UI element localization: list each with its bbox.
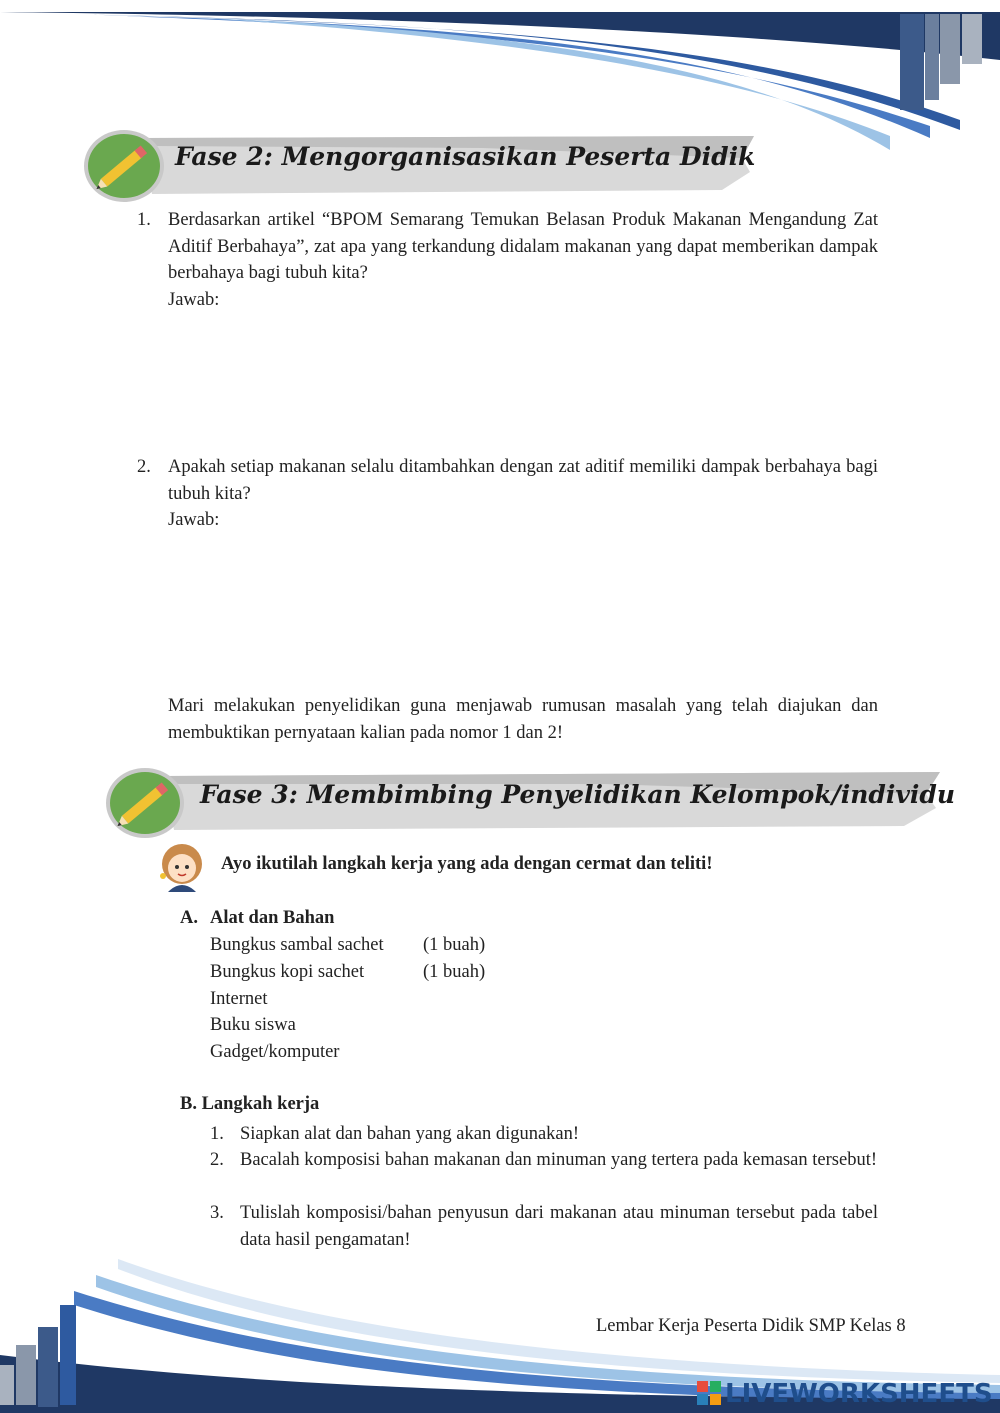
- material-qty: (1 buah): [423, 961, 486, 982]
- step-2: [240, 1147, 878, 1174]
- fase3-title: Fase 3: Membimbing Penyelidikan Kelompok/individu: [200, 780, 956, 809]
- question-2-text: Apakah setiap makanan selalu ditambahkan dengan zat aditif memiliki dampak berbahaya bagi tubuh kita?: [168, 457, 878, 504]
- liveworksheets-logo: [697, 1379, 993, 1407]
- material-name: Bungkus sambal sachet: [210, 935, 384, 955]
- student-avatar-icon: [155, 840, 207, 894]
- question-2-number: 2.: [137, 457, 151, 477]
- section-a-label: A.: [180, 908, 198, 928]
- material-name: Buku siswa: [210, 1015, 296, 1036]
- step-3-text: Tulislah komposisi/bahan penyusun dari makanan atau minuman tersebut pada tabel data hasil pengamatan!: [240, 1203, 878, 1250]
- material-name: Bungkus kopi sachet: [210, 961, 365, 982]
- list-item: [210, 959, 630, 986]
- materials-list: [210, 932, 630, 1066]
- step-3-number: 3.: [210, 1203, 224, 1223]
- footer-text: Lembar Kerja Peserta Didik SMP Kelas 8: [596, 1316, 906, 1336]
- question-1-answer-label: Jawab:: [168, 289, 220, 310]
- question-2: [168, 454, 878, 534]
- liveworksheets-logo-icon: [697, 1381, 721, 1405]
- list-item: [210, 932, 630, 959]
- section-b-title: B. Langkah kerja: [180, 1094, 320, 1114]
- question-1-text: Berdasarkan artikel “BPOM Semarang Temukan Belasan Produk Makanan Mengandung Zat Aditif Berbahaya”, zat apa yang terkandung didalam makanan yang dapat memberikan dampak berbahaya bagi tubuh kita?: [168, 210, 878, 283]
- step-1: [240, 1121, 878, 1148]
- pencil-icon: [82, 128, 166, 204]
- list-item: [210, 1039, 630, 1066]
- material-qty: (1 buah): [423, 935, 486, 955]
- step-3: [240, 1200, 878, 1253]
- step-1-number: 1.: [210, 1124, 224, 1144]
- fase2-title: Fase 2: Mengorganisasikan Peserta Didik: [175, 142, 756, 171]
- step-1-text: Siapkan alat dan bahan yang akan digunakan!: [240, 1124, 580, 1144]
- question-1-number: 1.: [137, 210, 151, 230]
- list-item: [210, 986, 630, 1013]
- step-2-number: 2.: [210, 1150, 224, 1170]
- material-name: Internet: [210, 988, 268, 1009]
- step-2-text: Bacalah komposisi bahan makanan dan minuman yang tertera pada kemasan tersebut!: [240, 1150, 877, 1170]
- question-2-answer-label: Jawab:: [168, 510, 220, 530]
- liveworksheets-logo-text: LIVEWORKSHEETS: [725, 1379, 993, 1409]
- fase2-closing-text: Mari melakukan penyelidikan guna menjawab rumusan masalah yang telah diajukan dan membuktikan pernyataan kalian pada nomor 1 dan 2!: [168, 696, 878, 743]
- section-a-title: Alat dan Bahan: [210, 908, 335, 928]
- fase2-closing: [168, 693, 878, 746]
- fase3-instruction: Ayo ikutilah langkah kerja yang ada dengan cermat dan teliti!: [221, 854, 713, 874]
- material-name: Gadget/komputer: [210, 1042, 340, 1063]
- question-1: [168, 207, 878, 313]
- pencil-icon: [104, 766, 186, 840]
- list-item: [210, 1012, 630, 1039]
